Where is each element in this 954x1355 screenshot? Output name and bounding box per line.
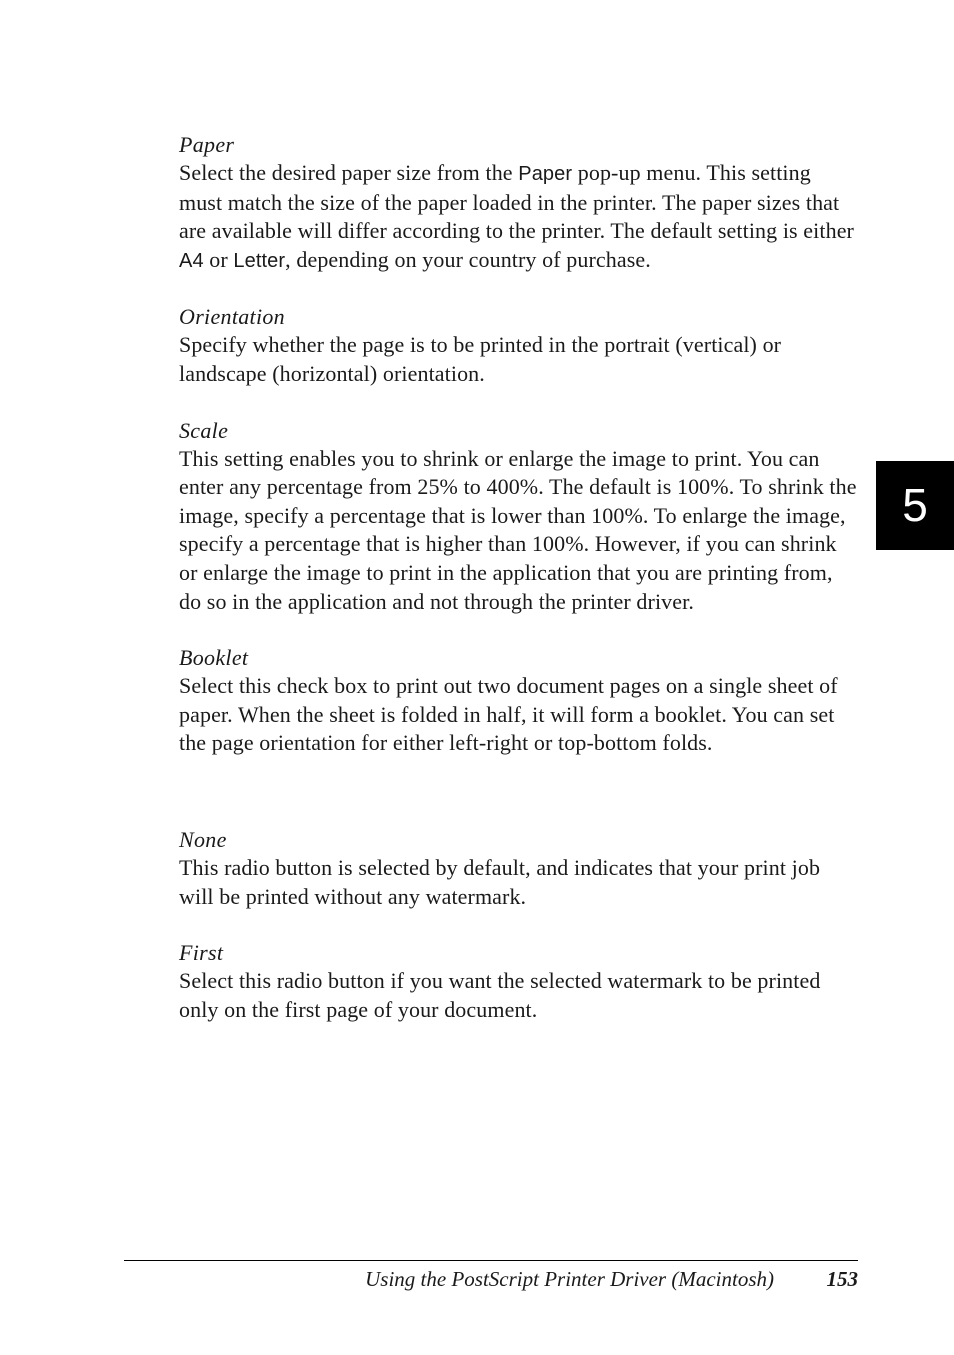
section-heading: Booklet xyxy=(179,645,249,671)
section-booklet xyxy=(179,644,859,758)
section-scale xyxy=(179,417,859,617)
section-heading: Paper xyxy=(179,132,235,157)
section-none xyxy=(179,826,859,911)
footer-title: Using the PostScript Printer Driver (Macintosh) xyxy=(365,1267,774,1291)
section-body: This setting enables you to shrink or enlarge the image to print. You can enter any percentage from 25% to 400%. The default is 100%. To shrink the image, specify a percentage that is lower than 100%. To enlarge the image, specify a percentage that is higher than 100%. However, if you can shrink or enlarge the image to print in the application that you are printing from, do so in the application and not through the printer driver. xyxy=(179,445,857,614)
menu-term: Letter xyxy=(233,249,286,272)
section-heading: None xyxy=(179,826,227,852)
body-text: or xyxy=(203,246,234,272)
menu-term: A4 xyxy=(179,249,204,272)
section-body: Select this check box to print out two document pages on a single sheet of paper. When the sheet is folded in half, it will form a booklet. You can set the page orientation for either left-right or top-bottom folds. xyxy=(179,673,838,756)
section-orientation xyxy=(179,303,859,388)
section-heading: Orientation xyxy=(179,304,285,330)
section-body: Select this radio button if you want the selected watermark to be printed only on the first page of your document. xyxy=(179,968,821,1022)
section-body: This radio button is selected by default, and indicates that your print job will be printed without any watermark. xyxy=(179,854,821,909)
body-text: Select the desired paper size from the xyxy=(179,160,519,185)
footer-rule xyxy=(124,1260,858,1261)
section-heading: Scale xyxy=(179,417,229,443)
section-first xyxy=(179,939,859,1024)
section-body: Specify whether the page is to be printed in the portrait (vertical) or landscape (horizontal) orientation. xyxy=(179,332,782,386)
menu-term: Paper xyxy=(518,163,573,185)
chapter-tab: 5 xyxy=(876,461,954,550)
body-text: , depending on your country of purchase. xyxy=(285,246,651,272)
page-content xyxy=(179,131,859,1024)
section-body xyxy=(179,159,859,275)
page-number: 153 xyxy=(826,1267,858,1291)
section-paper xyxy=(179,131,859,275)
body-text: pop-up menu. This setting must match the size of the paper loaded in the printer. The paper sizes that are available will differ according to the printer. The default setting is either xyxy=(179,160,854,244)
section-heading: First xyxy=(179,940,224,966)
